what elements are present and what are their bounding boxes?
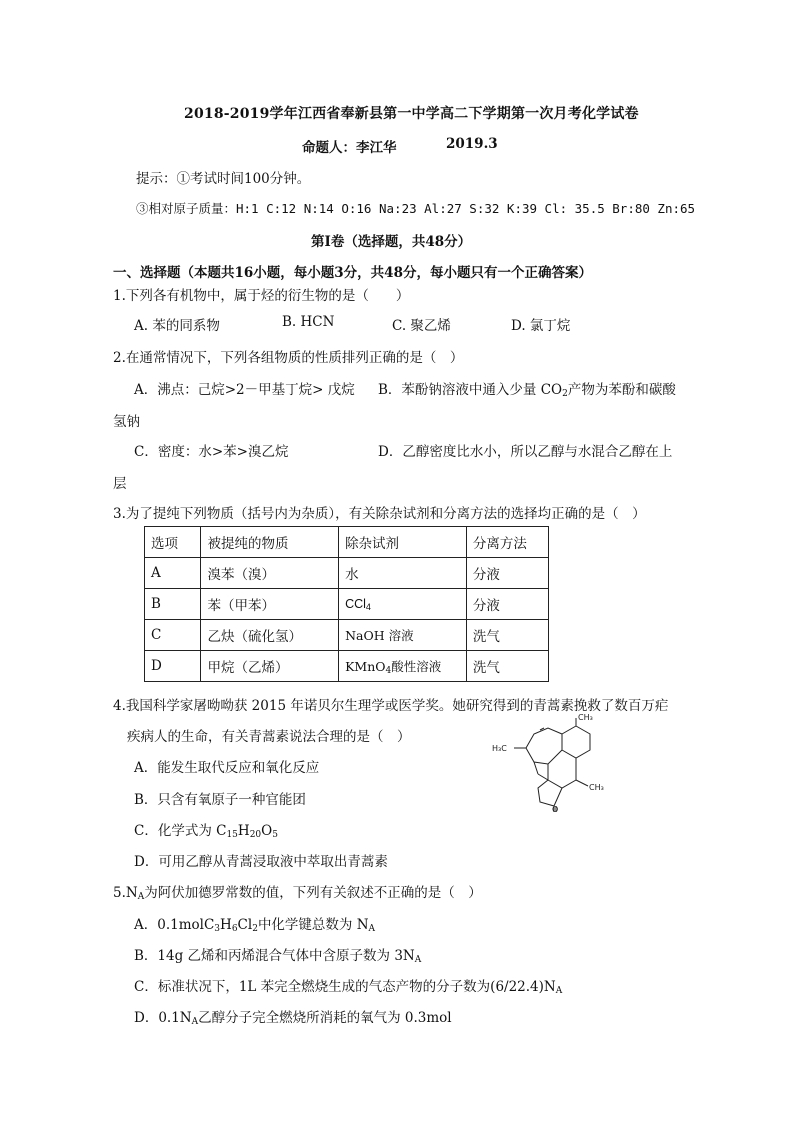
table-cell-reagent [339,589,467,620]
table-header-cell: 选项 [145,527,201,558]
q5-stem [113,881,482,902]
table-cell-substance: 乙炔（硫化氢） [201,620,339,651]
table-row [145,651,549,682]
reagent-tail: 酸性溶液 [391,658,442,674]
ch3-top-label: CH₃ [578,713,593,722]
table-cell-reagent: NaOH 溶液 [339,620,467,651]
q3-stem: 3.为了提纯下列物质（括号内为杂质），有关除杂试剂和分离方法的选择均正确的是（ ） [113,506,646,522]
q2-option-d: D．乙醇密度比水小，所以乙醇与水混合乙醇在上 [378,444,673,460]
table-header-cell: 分离方法 [466,527,548,558]
q2-option-a: A．沸点：己烷>2－甲基丁烷> 戊烷 [134,382,355,398]
table-cell-option: D [145,651,201,682]
formula-subscript: 5 [272,830,278,840]
q2-option-b-continued: 氢钠 [113,414,140,430]
q4-option-a: A．能发生取代反应和氧化反应 [134,760,320,776]
table-cell-substance: 苯（甲苯） [201,589,339,620]
q2-option-b-text-end: 产物为苯酚和碳酸 [567,382,676,398]
table-cell-substance: 溴苯（溴） [201,558,339,589]
formula-part: H [220,917,232,933]
q4-option-d: D．可用乙醇从青蒿浸取液中萃取出青蒿素 [134,854,388,870]
table-cell-option: C [145,620,201,651]
table-cell-method: 洗气 [466,651,548,682]
table-cell-option: B [145,589,201,620]
q5-option-d [134,1006,452,1027]
q5-option-b [134,944,421,965]
formula-subscript: 15 [226,830,238,840]
artemisinin-structure-diagram [490,712,620,812]
q5-option-c [134,975,562,996]
q1-option-a: A. 苯的同系物 [134,318,220,334]
q5-a-text-end: 中化学键总数为 N [257,917,369,933]
note-atomic-mass: ③相对原子质量：H:1 C:12 N:14 O:16 Na:23 Al:27 S:32 K:39 Cl: 35.5 Br:80 Zn:65 [136,201,696,216]
q4-option-c-text: C．化学式为 C [134,823,227,839]
table-header-cell: 除杂试剂 [339,527,467,558]
reagent-formula: KMnO [345,658,386,674]
table-cell-method: 分液 [466,589,548,620]
q5-stem-sub: A [137,892,145,902]
q2-option-d-continued: 层 [113,476,127,492]
section-heading: 一、选择题（本题共16小题，每小题3分，共48分，每小题只有一个正确答案） [113,265,592,281]
q2-option-b [378,378,676,399]
formula-subscript: 3 [214,924,221,934]
note-time: 提示：①考试时间100分钟。 [136,171,311,187]
q5-d-text-end: 乙醇分子完全燃烧所消耗的氧气为 0.3mol [198,1010,452,1026]
q2-option-c: C．密度：水>苯>溴乙烷 [134,444,289,460]
reagent-formula: CCl [345,596,366,611]
table-row [145,620,549,651]
formula-subscript: A [414,955,422,965]
table-row [145,589,549,620]
q5-stem-text: 5.N [113,885,138,901]
table-header-row [145,527,549,558]
q1-stem: 1.下列各有机物中，属于烃的衍生物的是（ ） [113,288,410,304]
q5-option-a [134,913,375,934]
q5-b-text: B．14g 乙烯和丙烯混合气体中含原子数为 3N [134,948,415,964]
q2-stem: 2.在通常情况下，下列各组物质的性质排列正确的是（ ） [113,350,464,366]
h3c-label: H₃C [492,744,507,753]
q4-stem-line1: 4.我国科学家屠呦呦获 2015 年诺贝尔生理学或医学奖。她研究得到的青蒿素挽救了数百万疟 [113,698,669,714]
table-cell-reagent: 水 [339,558,467,589]
q5-c-text: C．标准状况下，1L 苯完全燃烧生成的气态产物的分子数为(6/22.4)N [134,979,556,995]
table-row [145,558,549,589]
q4-option-c [134,819,278,840]
formula-part: O [261,823,273,839]
q5-a-text: A．0.1molC [134,917,215,933]
q3-options-table [144,526,549,682]
formula-part: Cl [237,917,253,933]
author-label: 命题人：李江华 [302,140,397,156]
part-title: 第Ⅰ卷（选择题，共48分） [311,234,472,250]
table-cell-option: A [145,558,201,589]
formula-subscript: A [191,1017,199,1027]
q1-option-c: C. 聚乙烯 [392,318,451,334]
reagent-subscript: 4 [365,601,371,612]
q2-option-b-sub: 2 [562,389,568,399]
exam-title: 2018-2019学年江西省奉新县第一中学高二下学期第一次月考化学试卷 [184,106,639,122]
q5-stem-text-end: 为阿伏加德罗常数的值，下列有关叙述不正确的是（ ） [144,885,482,901]
q4-option-b: B．只含有氧原子一种官能团 [134,792,306,808]
formula-subscript: A [368,924,376,934]
carbonyl-o-label: O [552,805,559,812]
q1-option-b: B. HCN [282,314,335,330]
formula-subscript: 20 [249,830,262,840]
formula-subscript: A [555,986,563,996]
reagent-subscript: 4 [385,665,392,676]
exam-date: 2019.3 [446,136,498,152]
q4-stem-line2: 疾病人的生命，有关青蒿素说法合理的是（ ） [127,729,411,745]
ch3-right-label: CH₃ [589,783,604,792]
formula-part: H [237,823,250,839]
q2-option-b-text: B．苯酚钠溶液中通入少量 CO [378,382,563,398]
formula-subscript: 6 [231,924,238,934]
table-cell-method: 洗气 [466,620,548,651]
table-header-cell: 被提纯的物质 [201,527,339,558]
table-cell-method: 分液 [466,558,548,589]
table-cell-substance: 甲烷（乙烯） [201,651,339,682]
q1-option-d: D. 氯丁烷 [511,318,571,334]
q5-d-text: D．0.1N [134,1010,192,1026]
table-cell-reagent [339,651,467,682]
formula-subscript: 2 [252,924,258,934]
